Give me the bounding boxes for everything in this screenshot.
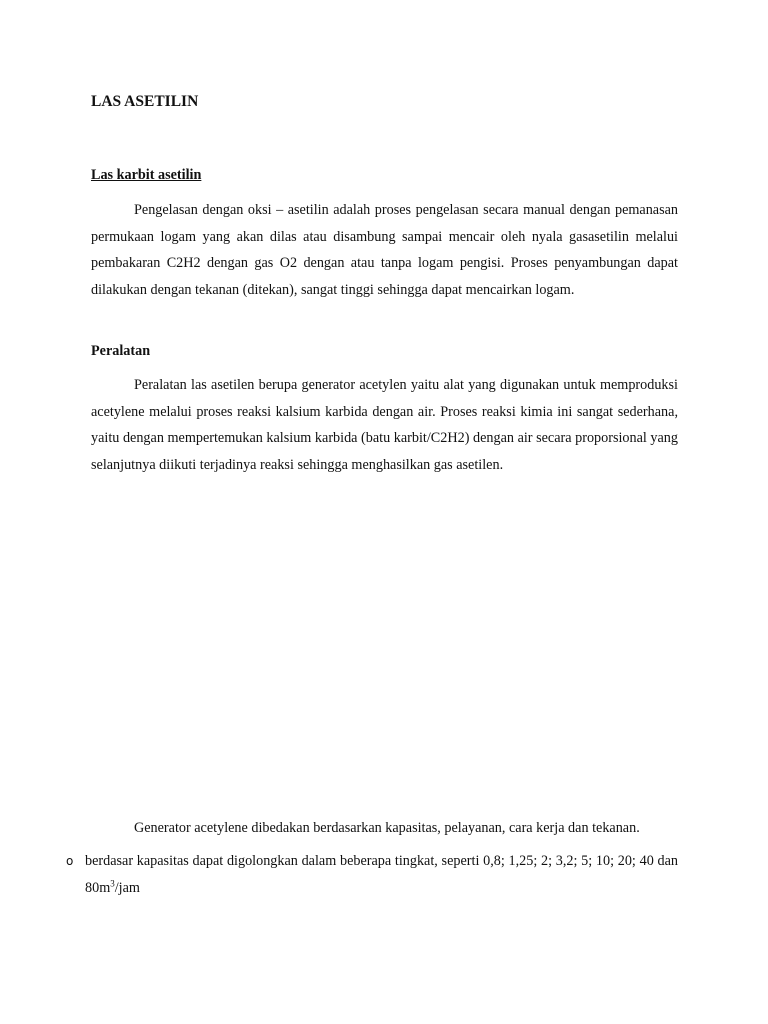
generator-paragraph: Generator acetylene dibedakan berdasarkan kapasitas, pelayanan, cara kerja dan tekanan. <box>134 820 640 836</box>
superscript-exponent: 3 <box>110 877 115 888</box>
section-paragraph-las-karbit: Pengelasan dengan oksi – asetilin adalah proses pengelasan secara manual dengan pemanasan permukaan logam yang akan dilas atau disambung sampai mencair oleh nyala gasasetilin melalui pembakaran C2H2 dengan gas O2 dengan atau tanpa logam pengisi. Proses penyambungan dapat dilakukan dengan tekanan (ditekan), sangat tinggi sehingga dapat mencairkan logam. <box>91 202 678 299</box>
list-item-text-unit: /jam <box>114 879 140 896</box>
list-item <box>66 848 678 901</box>
section-paragraph-peralatan: Peralatan las asetilen berupa generator acetylen yaitu alat yang digunakan untuk memproduksi acetylene melalui proses reaksi kalsium karbida dengan air. Proses reaksi kimia ini sangat sederhana, yaitu dengan mempertemukan kalsium karbida (batu karbit/C2H2) dengan air secara proporsional yang selanjutnya diikuti terjadinya reaksi sehingga menghasilkan gas asetilen. <box>91 377 678 474</box>
list-item-text <box>85 848 678 901</box>
document-title: LAS ASETILIN <box>91 93 199 110</box>
section-heading-peralatan: Peralatan <box>91 343 151 359</box>
capacity-bullet-list <box>66 848 678 901</box>
section-heading-las-karbit: Las karbit asetilin <box>91 167 202 183</box>
list-item-text-main: berdasar kapasitas dapat digolongkan dalam beberapa tingkat, seperti 0,8; 1,25; 2; 3,2; 5; 10; 20; 40 dan 80m <box>85 853 678 896</box>
hollow-bullet-icon: o <box>66 854 74 868</box>
